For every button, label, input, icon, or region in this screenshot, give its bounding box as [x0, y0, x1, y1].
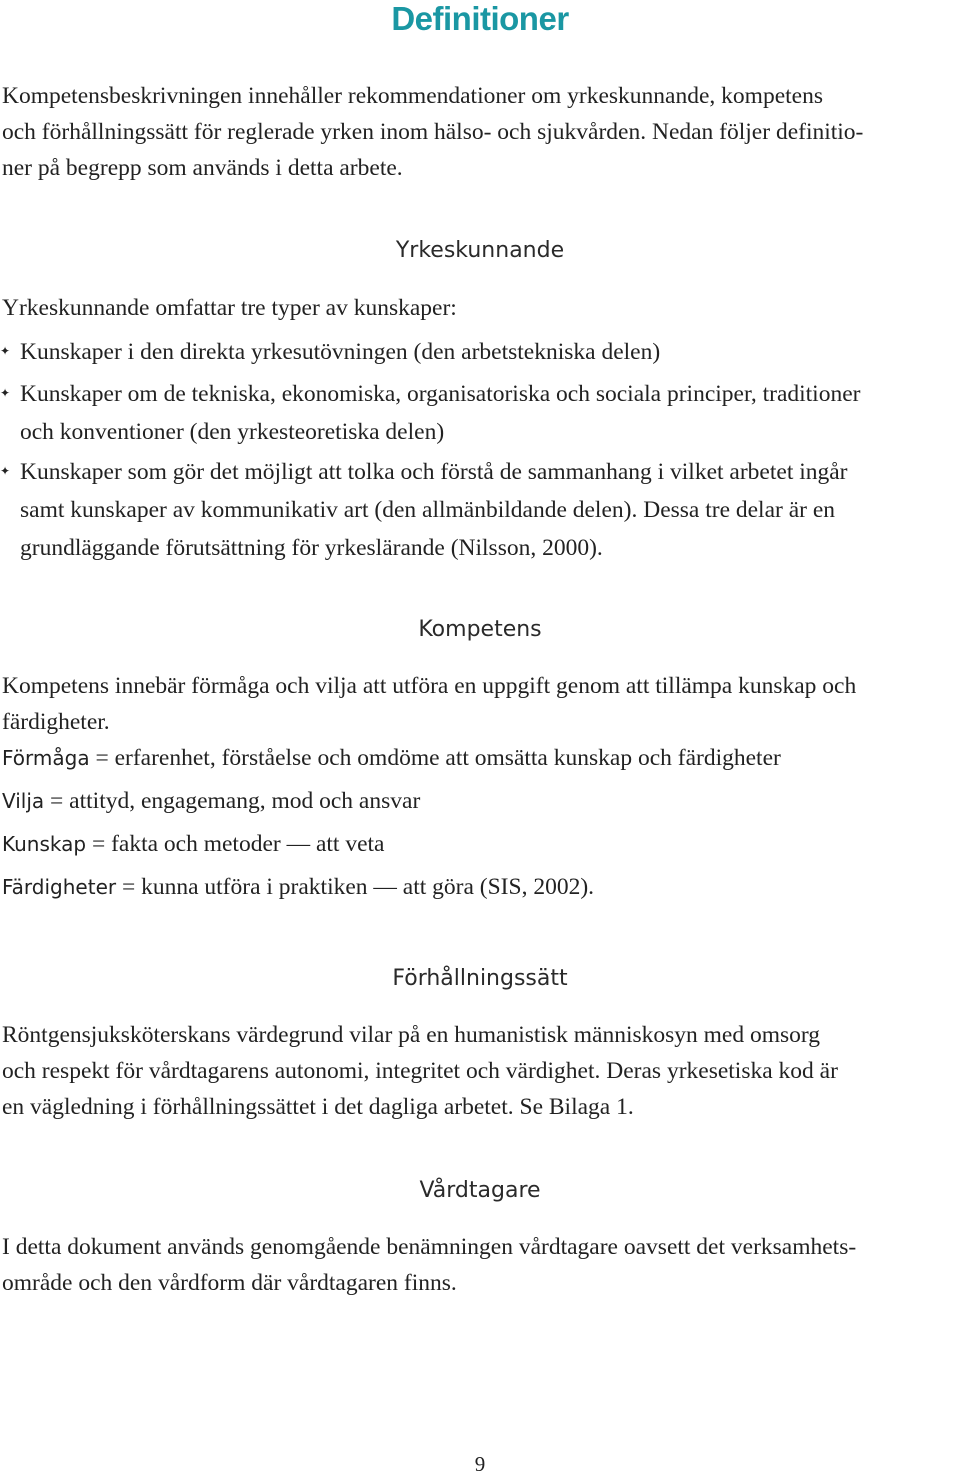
list-item-text: samt kunskaper av kommunikativ art (den allmänbildande delen). Dessa tre delar är en	[20, 497, 836, 523]
intro-line: ner på begrepp som används i detta arbete.	[2, 155, 403, 181]
definition-text: = fakta och metoder — att veta	[86, 831, 385, 857]
definition-text: = kunna utföra i praktiken — att göra (SIS, 2002).	[116, 874, 595, 900]
yrkeskunnande-lead: Yrkeskunnande omfattar tre typer av kunskaper:	[2, 295, 457, 321]
definition-text: = erfarenhet, förståelse och omdöme att omsätta kunskap och färdigheter	[89, 745, 781, 771]
diamond-bullet-icon: ✦	[0, 386, 11, 400]
diamond-bullet-icon: ✦	[0, 344, 11, 358]
kompetens-paragraph-line: Kompetens innebär förmåga och vilja att utföra en uppgift genom att tillämpa kunskap och	[2, 673, 857, 699]
section-heading-kompetens: Kompetens	[418, 617, 542, 642]
forhallningssatt-line: en vägledning i förhållningssättet i det dagliga arbetet. Se Bilaga 1.	[2, 1094, 634, 1120]
list-item-text: Kunskaper i den direkta yrkesutövningen (den arbetstekniska delen)	[20, 339, 661, 365]
list-item-text: Kunskaper som gör det möjligt att tolka och förstå de sammanhang i vilket arbetet ingår	[20, 459, 848, 485]
list-item-text: och konventioner (den yrkesteoretiska delen)	[20, 419, 445, 445]
definition-text: = attityd, engagemang, mod och ansvar	[44, 788, 421, 814]
section-heading-yrkeskunnande: Yrkeskunnande	[395, 238, 565, 263]
definition-term: Förmåga	[2, 746, 90, 770]
list-item-text: Kunskaper om de tekniska, ekonomiska, organisatoriska och sociala principer, traditioner	[20, 381, 861, 407]
definition-formaga	[2, 743, 781, 773]
intro-paragraph	[2, 78, 948, 186]
intro-line: och förhållningssätt för reglerade yrken inom hälso- och sjukvården. Nedan följer definitio-	[2, 119, 864, 145]
vardtagare-line: område och den vårdform där vårdtagaren finns.	[2, 1270, 457, 1296]
definition-term: Vilja	[2, 789, 45, 813]
definition-kunskap	[2, 829, 384, 859]
section-heading-forhallningssatt: Förhållningssätt	[392, 966, 568, 991]
definition-fardigheter	[2, 872, 594, 902]
kompetens-paragraph-line: färdigheter.	[2, 709, 110, 735]
definition-term: Kunskap	[2, 832, 87, 856]
vardtagare-line: I detta dokument används genomgående benämningen vårdtagare oavsett det verksamhets-	[2, 1234, 857, 1260]
section-heading-vardtagare: Vårdtagare	[419, 1178, 541, 1203]
forhallningssatt-line: Röntgensjuksköterskans värdegrund vilar på en humanistisk människosyn med omsorg	[2, 1022, 821, 1048]
page-title: Definitioner	[391, 0, 569, 37]
page-number: 9	[474, 1452, 486, 1476]
diamond-bullet-icon: ✦	[0, 464, 11, 478]
list-item-text: grundläggande förutsättning för yrkeslärande (Nilsson, 2000).	[20, 535, 603, 561]
intro-line: Kompetensbeskrivningen innehåller rekommendationer om yrkeskunnande, kompetens	[2, 83, 823, 109]
forhallningssatt-line: och respekt för vårdtagarens autonomi, integritet och värdighet. Deras yrkesetiska kod är	[2, 1058, 838, 1084]
definition-vilja	[2, 786, 420, 816]
definition-term: Färdigheter	[2, 875, 117, 899]
